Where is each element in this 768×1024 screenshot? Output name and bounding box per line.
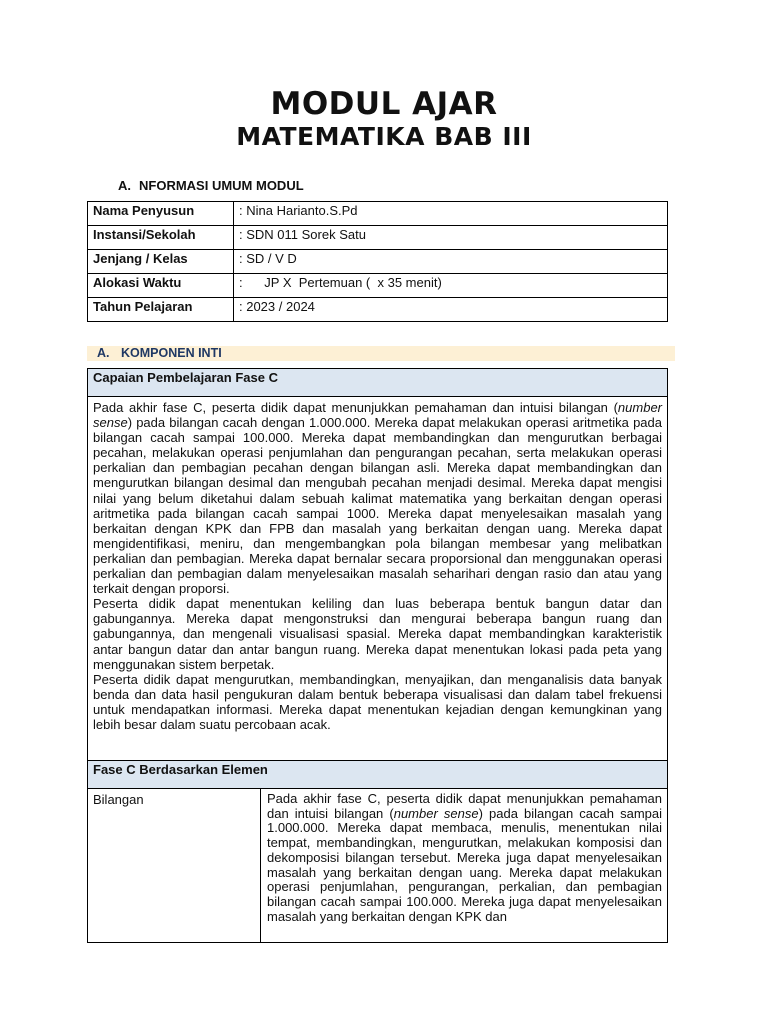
text-run: ) pada bilangan cacah dengan 1.000.000. Mereka dapat melakukan operasi aritmetika pada bilangan cacah sampai 100.000. Mereka dapat membandingkan dan mengurutkan berbagai pecahan, melakukan operasi penjumlahan dan pengurangan pecahan, serta melakukan operasi perkalian dan pembagian pecahan dengan bilangan asli. Mereka dapat membandingkan dan mengurutkan bilangan desimal dan mengubah pecahan menjadi desimal. Mereka dapat mengisi nilai yang belum diketahui dalam sebuah kalimat matematika yang berkaitan dengan operasi aritmetika pada bilangan cacah sampai 1000. Mereka dapat menyelesaikan masalah yang berkaitan dengan KPK dan FPB dan masalah yang berkaitan dengan uang. Mereka dapat mengidentifikasi, meniru, dan mengembangkan pola bilangan membesar yang melibatkan perkalian dan pembagian. Mereka dapat bernalar secara proporsional dan menggunakan operasi perkalian dan pembagian dalam menyelesaikan masalah seharihari dengan rasio dan atau yang terkait dengan proporsi. [93, 415, 662, 597]
table-row [88, 202, 668, 226]
info-label: Alokasi Waktu [88, 274, 234, 298]
section-number: A. [97, 346, 110, 360]
text-run: Pada akhir fase C, peserta didik dapat menunjukkan pemahaman dan intuisi bilangan ( [267, 791, 662, 821]
text-run: Pada akhir fase C, peserta didik dapat menunjukkan pemahaman dan intuisi bilangan ( [93, 400, 618, 415]
table-row [88, 397, 668, 761]
table-row [88, 369, 668, 397]
capaian-header: Capaian Pembelajaran Fase C [88, 369, 668, 397]
table-row [88, 761, 668, 789]
general-info-table [87, 201, 668, 322]
module-title: MODUL AJAR [270, 86, 498, 122]
section-number: A. [118, 178, 131, 193]
subject-title: MATEMATIKA BAB III [236, 122, 532, 151]
info-label: Jenjang / Kelas [88, 250, 234, 274]
info-value: : 2023 / 2024 [234, 298, 668, 322]
capaian-paragraph: Peserta didik dapat menentukan keliling dan luas beberapa bentuk bangun datar dan gabungannya. Mereka dapat mengonstruksi dan mengurai beberapa bangun ruang dan gabungannya, dan mengenali visualisasi spasial. Mereka dapat membandingkan karakteristik antar bangun datar dan antar bangun ruang. Mereka dapat menentukan lokasi pada peta yang menggunakan sistem berpetak. [93, 596, 662, 672]
core-components-table [87, 368, 668, 943]
info-value: : SDN 011 Sorek Satu [234, 226, 668, 250]
elemen-description [261, 789, 668, 943]
table-row [88, 274, 668, 298]
text-run-italic: number sense [393, 805, 479, 821]
table-row [88, 226, 668, 250]
capaian-text [88, 397, 668, 761]
capaian-paragraph [93, 400, 662, 596]
section-label: NFORMASI UMUM MODUL [139, 178, 304, 193]
table-row [88, 250, 668, 274]
elemen-name: Bilangan [88, 789, 261, 943]
text-run: ) pada bilangan cacah sampai 1.000.000. Mereka dapat membaca, menulis, menentukan nilai tempat, membandingkan, mengurutkan, melakukan komposisi dan dekomposisi bilangan tersebut. Mereka juga dapat menyelesaikan masalah yang berkaitan dengan uang. Mereka dapat melakukan operasi penjumlahan, pengurangan, perkalian, dan pembagian bilangan cacah sampai 100.000. Mereka juga dapat menyelesaikan masalah yang berkaitan dengan KPK dan [267, 805, 662, 924]
capaian-paragraph: Peserta didik dapat mengurutkan, membandingkan, menyajikan, dan menganalisis data banyak benda dan data hasil pengukuran dalam bentuk beberapa visualisasi dan dalam tabel frekuensi untuk mendapatkan informasi. Mereka dapat menentukan kejadian dengan kemungkinan yang lebih besar dalam suatu percobaan acak. [93, 671, 662, 732]
info-label: Instansi/Sekolah [88, 226, 234, 250]
table-row [88, 298, 668, 322]
info-value: : SD / V D [234, 250, 668, 274]
info-value: : JP X Pertemuan ( x 35 menit) [234, 274, 668, 298]
table-row [88, 789, 668, 943]
info-value: : Nina Harianto.S.Pd [234, 202, 668, 226]
section-heading-general-info [118, 178, 304, 193]
section-heading-core-components [87, 346, 675, 361]
elemen-header: Fase C Berdasarkan Elemen [88, 761, 668, 789]
text-run-italic: number sense [93, 400, 662, 431]
info-label: Tahun Pelajaran [88, 298, 234, 322]
info-label: Nama Penyusun [88, 202, 234, 226]
section-label: KOMPONEN INTI [121, 346, 222, 360]
